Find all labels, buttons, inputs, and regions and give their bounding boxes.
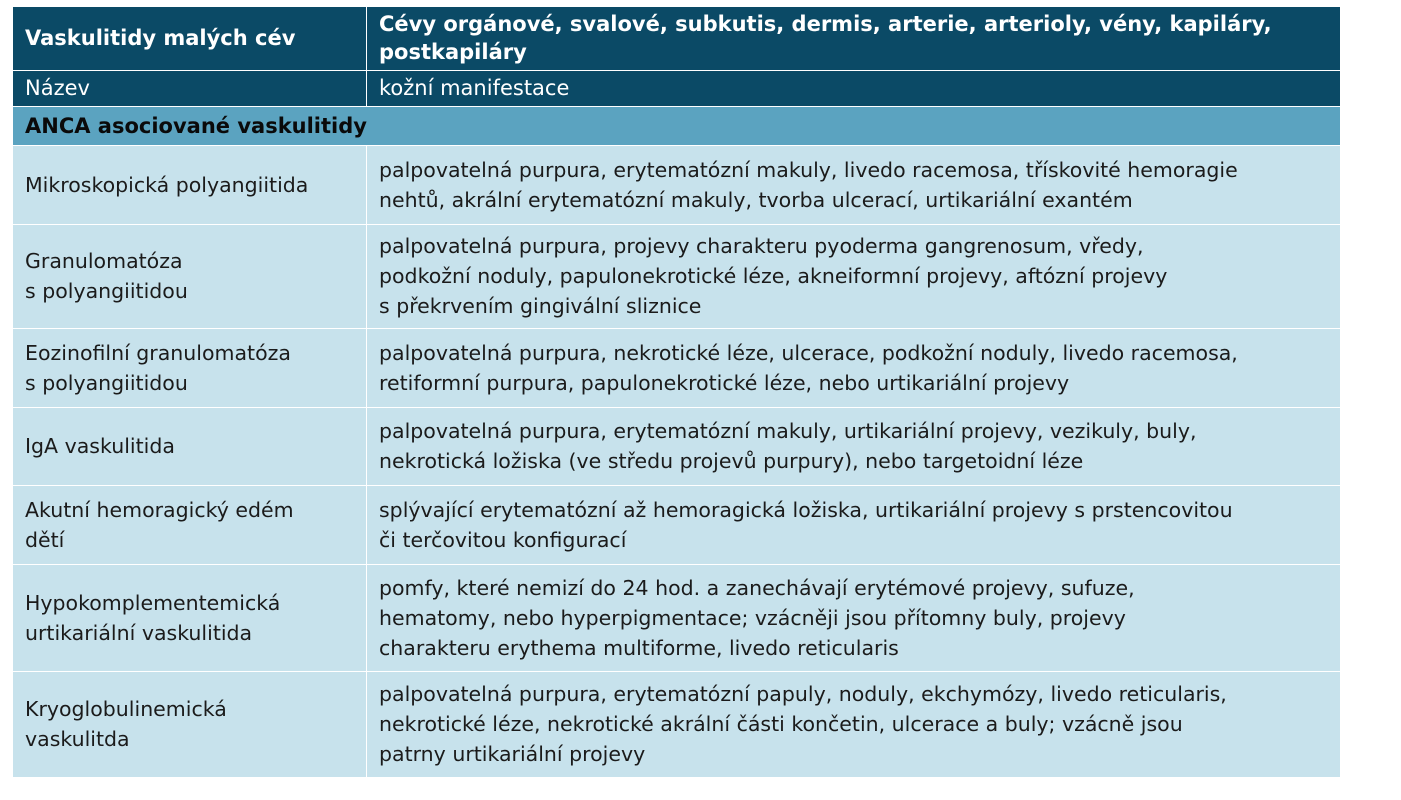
- manifestation-line: palpovatelná purpura, projevy charakteru pyoderma gangrenosum, vředy,: [379, 234, 1144, 258]
- subheader-cell-name: Název: [13, 71, 367, 107]
- manifestation-line: palpovatelná purpura, erytematózní makuly, urtikariální projevy, vezikuly, buly,: [379, 419, 1197, 443]
- row-manifestation-cell: [367, 408, 1341, 486]
- row-name-line: s polyangiitidou: [25, 370, 188, 395]
- row-name: Mikroskopická polyangiitida: [25, 172, 309, 197]
- row-name-line: Kryoglobulinemická: [25, 697, 227, 721]
- table-row: [13, 672, 1341, 778]
- row-name-line: Eozinofilní granulomatóza: [25, 340, 291, 365]
- manifestation-line: podkožní noduly, papulonekrotické léze, akneiformní projevy, aftózní projevy: [379, 264, 1168, 288]
- row-manifestation-cell: [367, 565, 1341, 672]
- manifestation-line: hematomy, nebo hyperpigmentace; vzácněji jsou přítomny buly, projevy: [379, 605, 1126, 630]
- header-cell-category: Vaskulitidy malých cév: [13, 7, 367, 71]
- table-row: [13, 486, 1341, 565]
- row-name-line: Akutní hemoragický edém: [25, 497, 294, 522]
- manifestation-line: palpovatelná purpura, nekrotické léze, ulcerace, podkožní noduly, livedo racemosa,: [379, 340, 1238, 365]
- manifestation-line: patrny urtikariální projevy: [379, 742, 646, 766]
- subheader-cell-manifestation: kožní manifestace: [367, 71, 1341, 107]
- subheader-row: [13, 71, 1341, 107]
- vasculitis-table: [12, 6, 1341, 778]
- row-name-line: Hypokomplementemická: [25, 590, 281, 615]
- row-manifestation-cell: [367, 146, 1341, 225]
- row-manifestation-cell: [367, 672, 1341, 778]
- table-row: [13, 225, 1341, 329]
- row-name-line: vaskulitda: [25, 727, 130, 751]
- row-name: IgA vaskulitida: [25, 434, 175, 458]
- row-name-cell: [13, 408, 367, 486]
- row-name-cell: [13, 329, 367, 408]
- row-name-line: urtikariální vaskulitida: [25, 620, 253, 645]
- table-row: [13, 146, 1341, 225]
- manifestation-line: splývající erytematózní až hemoragická ložiska, urtikariální projevy s prstencovitou: [379, 497, 1233, 522]
- manifestation-line: retiformní purpura, papulonekrotické léze, nebo urtikariální projevy: [379, 370, 1070, 395]
- manifestation-line: s překrvením gingivální sliznice: [379, 294, 702, 318]
- row-name-cell: [13, 672, 367, 778]
- section-row: [13, 107, 1341, 146]
- manifestation-line: či terčovitou konfigurací: [379, 527, 627, 552]
- table-row: [13, 408, 1341, 486]
- section-title: ANCA asociované vaskulitidy: [13, 107, 1341, 146]
- manifestation-line: charakteru erythema multiforme, livedo reticularis: [379, 635, 899, 660]
- row-name-line: dětí: [25, 527, 65, 552]
- manifestation-line: palpovatelná purpura, erytematózní makuly, livedo racemosa, třískovité hemoragie: [379, 157, 1238, 182]
- manifestation-line: palpovatelná purpura, erytematózní papuly, noduly, ekchymózy, livedo reticularis,: [379, 682, 1227, 706]
- row-name-cell: [13, 146, 367, 225]
- manifestation-line: nekrotická ložiska (ve středu projevů purpury), nebo targetoidní léze: [379, 449, 1084, 473]
- row-manifestation-cell: [367, 225, 1341, 329]
- table-row: [13, 565, 1341, 672]
- row-manifestation-cell: [367, 486, 1341, 565]
- header-row: [13, 7, 1341, 71]
- row-manifestation-cell: [367, 329, 1341, 408]
- row-name-cell: [13, 225, 367, 329]
- table-row: [13, 329, 1341, 408]
- header-cell-vessels: Cévy orgánové, svalové, subkutis, dermis, arterie, arterioly, vény, kapiláry, postkapiláry: [367, 7, 1341, 71]
- row-name-cell: [13, 565, 367, 672]
- manifestation-line: pomfy, které nemizí do 24 hod. a zanechávají erytémové projevy, sufuze,: [379, 575, 1135, 600]
- manifestation-line: nehtů, akrální erytematózní makuly, tvorba ulcerací, urtikariální exantém: [379, 187, 1133, 212]
- row-name-line: s polyangiitidou: [25, 279, 188, 303]
- manifestation-line: nekrotické léze, nekrotické akrální části končetin, ulcerace a buly; vzácně jsou: [379, 712, 1183, 736]
- row-name-line: Granulomatóza: [25, 249, 183, 273]
- row-name-cell: [13, 486, 367, 565]
